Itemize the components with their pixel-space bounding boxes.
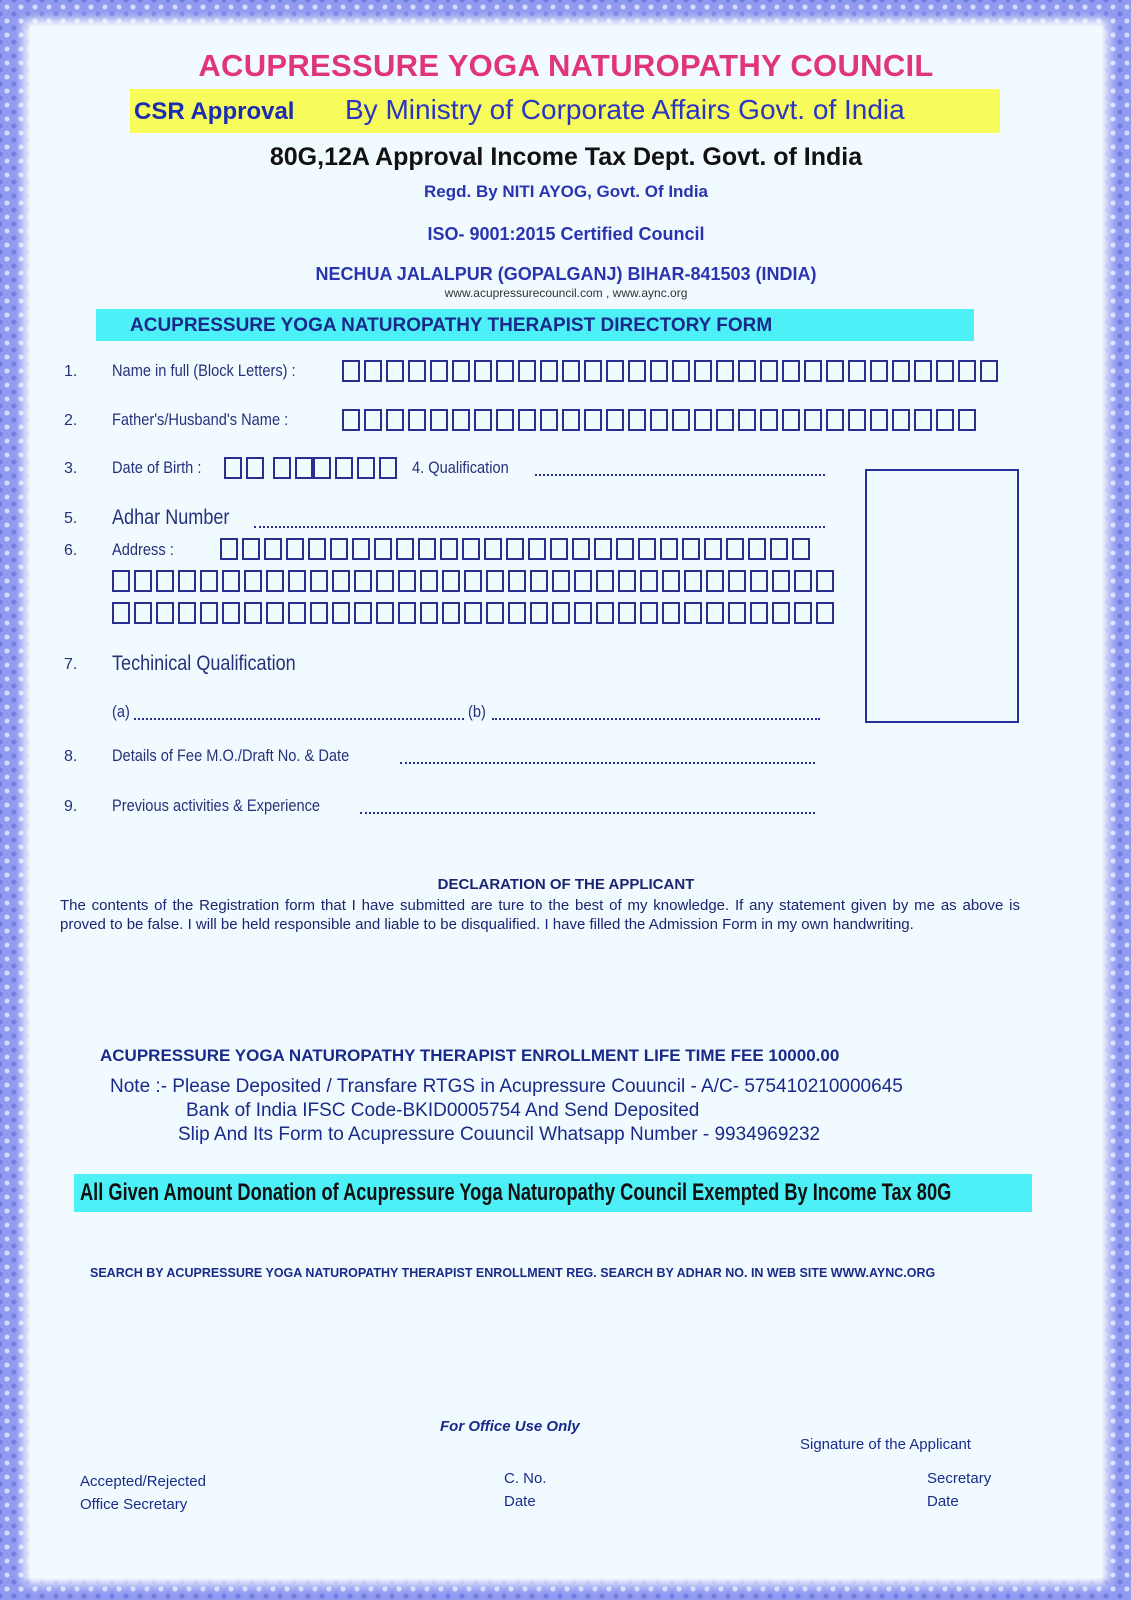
char-box[interactable] (354, 602, 372, 624)
char-box[interactable] (357, 457, 375, 479)
char-box[interactable] (379, 457, 397, 479)
char-box[interactable] (374, 538, 392, 560)
char-box[interactable] (728, 570, 746, 592)
char-box[interactable] (376, 602, 394, 624)
dob-day-boxes[interactable] (224, 457, 268, 479)
char-box[interactable] (550, 538, 568, 560)
char-box[interactable] (486, 602, 504, 624)
char-box[interactable] (782, 360, 800, 382)
char-box[interactable] (330, 538, 348, 560)
char-box[interactable] (618, 602, 636, 624)
char-box[interactable] (980, 360, 998, 382)
char-box[interactable] (616, 538, 634, 560)
char-box[interactable] (628, 409, 646, 431)
char-box[interactable] (398, 602, 416, 624)
experience-label: Previous activities & Experience (112, 796, 321, 815)
char-box[interactable] (574, 602, 592, 624)
char-box[interactable] (694, 360, 712, 382)
char-box[interactable] (816, 602, 834, 624)
char-box[interactable] (958, 360, 976, 382)
char-box[interactable] (200, 602, 218, 624)
tech-b-field[interactable] (492, 718, 820, 720)
char-box[interactable] (506, 538, 524, 560)
char-box[interactable] (418, 538, 436, 560)
char-box[interactable] (726, 538, 744, 560)
char-box[interactable] (342, 409, 360, 431)
item-number: 8. (64, 748, 78, 765)
char-box[interactable] (596, 602, 614, 624)
photo-box[interactable] (865, 469, 1019, 723)
char-box[interactable] (484, 538, 502, 560)
name-boxes[interactable] (342, 360, 1002, 382)
char-box[interactable] (760, 360, 778, 382)
char-box[interactable] (518, 360, 536, 382)
item-number: 6. (64, 542, 78, 559)
char-box[interactable] (794, 602, 812, 624)
char-box[interactable] (914, 360, 932, 382)
char-box[interactable] (244, 570, 262, 592)
char-box[interactable] (584, 409, 602, 431)
char-box[interactable] (662, 602, 680, 624)
char-box[interactable] (694, 409, 712, 431)
item-number: 7. (64, 656, 78, 673)
char-box[interactable] (738, 360, 756, 382)
char-box[interactable] (640, 570, 658, 592)
char-box[interactable] (442, 570, 460, 592)
char-box[interactable] (848, 360, 866, 382)
char-box[interactable] (332, 602, 350, 624)
council-address: NECHUA JALALPUR (GOPALGANJ) BIHAR-841503 (INDIA) (315, 264, 817, 284)
char-box[interactable] (408, 409, 426, 431)
char-box[interactable] (420, 570, 438, 592)
char-box[interactable] (178, 602, 196, 624)
iso-cert: ISO- 9001:2015 Certified Council (427, 224, 705, 244)
char-box[interactable] (672, 360, 690, 382)
char-box[interactable] (706, 602, 724, 624)
char-box[interactable] (496, 409, 514, 431)
char-box[interactable] (826, 409, 844, 431)
char-box[interactable] (462, 538, 480, 560)
char-box[interactable] (474, 409, 492, 431)
char-box[interactable] (440, 538, 458, 560)
fee-label: Details of Fee M.O./Draft No. & Date (112, 746, 350, 765)
char-box[interactable] (288, 570, 306, 592)
tech-a-field[interactable] (134, 718, 464, 720)
fee-note-2: Bank of India IFSC Code-BKID0005754 And Send Deposited (186, 1100, 700, 1121)
char-box[interactable] (396, 538, 414, 560)
experience-field[interactable] (360, 812, 815, 814)
csr-ministry: By Ministry of Corporate Affairs Govt. of India (345, 94, 905, 125)
char-box[interactable] (364, 409, 382, 431)
item-number: 9. (64, 798, 78, 815)
office-secretary: Office Secretary (80, 1496, 188, 1513)
char-box[interactable] (222, 570, 240, 592)
approval-80g: 80G,12A Approval Income Tax Dept. Govt. of India (269, 143, 863, 171)
address-boxes-2[interactable] (112, 570, 838, 592)
char-box[interactable] (342, 360, 360, 382)
char-box[interactable] (442, 602, 460, 624)
dob-label: Date of Birth : (112, 458, 202, 477)
char-box[interactable] (430, 360, 448, 382)
char-box[interactable] (335, 457, 353, 479)
council-title: ACUPRESSURE YOGA NATUROPATHY COUNCIL (198, 48, 934, 83)
tech-b-label: (b) (468, 702, 486, 721)
item-number: 3. (64, 460, 78, 477)
char-box[interactable] (870, 409, 888, 431)
office-use-label: For Office Use Only (440, 1418, 580, 1435)
signature-label: Signature of the Applicant (800, 1436, 971, 1453)
qualification-label: 4. Qualification (412, 458, 509, 477)
father-boxes[interactable] (342, 409, 980, 431)
char-box[interactable] (772, 570, 790, 592)
qualification-field[interactable] (535, 474, 825, 476)
char-box[interactable] (816, 570, 834, 592)
char-box[interactable] (848, 409, 866, 431)
char-box[interactable] (244, 602, 262, 624)
char-box[interactable] (892, 409, 910, 431)
dob-year-boxes[interactable] (313, 457, 401, 479)
char-box[interactable] (352, 538, 370, 560)
char-box[interactable] (594, 538, 612, 560)
fee-field[interactable] (400, 762, 815, 764)
char-box[interactable] (748, 538, 766, 560)
char-box[interactable] (386, 409, 404, 431)
char-box[interactable] (826, 360, 844, 382)
char-box[interactable] (606, 360, 624, 382)
char-box[interactable] (650, 360, 668, 382)
char-box[interactable] (134, 602, 152, 624)
search-note: SEARCH BY ACUPRESSURE YOGA NATUROPATHY THERAPIST ENROLLMENT REG. SEARCH BY ADHAR NO. IN WEB SITE WWW.AYNC.ORG (90, 1266, 936, 1280)
char-box[interactable] (508, 570, 526, 592)
char-box[interactable] (728, 602, 746, 624)
char-box[interactable] (266, 570, 284, 592)
char-box[interactable] (313, 457, 331, 479)
char-box[interactable] (134, 570, 152, 592)
char-box[interactable] (398, 570, 416, 592)
address-boxes-1[interactable] (220, 538, 814, 560)
char-box[interactable] (222, 602, 240, 624)
char-box[interactable] (704, 538, 722, 560)
donation-text: All Given Amount Donation of Acupressure Yoga Naturopathy Council Exempted By Income Tax 80G (80, 1179, 952, 1206)
fee-note-3: Slip And Its Form to Acupressure Couuncil Whatsapp Number - 9934969232 (178, 1124, 821, 1145)
char-box[interactable] (606, 409, 624, 431)
csr-approval: CSR Approval (134, 98, 295, 125)
char-box[interactable] (508, 602, 526, 624)
char-box[interactable] (628, 360, 646, 382)
date-right: Date (927, 1493, 959, 1510)
char-box[interactable] (804, 360, 822, 382)
char-box[interactable] (200, 570, 218, 592)
item-number: 1. (64, 363, 78, 380)
char-box[interactable] (892, 360, 910, 382)
char-box[interactable] (760, 409, 778, 431)
char-box[interactable] (452, 360, 470, 382)
char-box[interactable] (156, 570, 174, 592)
date-mid: Date (504, 1493, 536, 1510)
char-box[interactable] (584, 360, 602, 382)
char-box[interactable] (672, 409, 690, 431)
char-box[interactable] (264, 538, 282, 560)
name-label: Name in full (Block Letters) : (112, 361, 296, 380)
char-box[interactable] (936, 360, 954, 382)
form-title: ACUPRESSURE YOGA NATUROPATHY THERAPIST DIRECTORY FORM (130, 315, 773, 336)
char-box[interactable] (518, 409, 536, 431)
char-box[interactable] (772, 602, 790, 624)
form-page (30, 26, 1102, 1578)
char-box[interactable] (618, 570, 636, 592)
char-box[interactable] (596, 570, 614, 592)
char-box[interactable] (286, 538, 304, 560)
char-box[interactable] (770, 538, 788, 560)
regd-niti: Regd. By NITI AYOG, Govt. Of India (424, 182, 708, 201)
char-box[interactable] (660, 538, 678, 560)
char-box[interactable] (750, 570, 768, 592)
dob-month-boxes[interactable] (273, 457, 317, 479)
char-box[interactable] (464, 570, 482, 592)
declaration-text: The contents of the Registration form that I have submitted are ture to the best of my knowledge. If any statement given by me as above is proved to be false. I will be held responsible and liable to be disqualified. I have filled the Admission Form in my own handwriting. (60, 897, 1020, 933)
char-box[interactable] (552, 602, 570, 624)
char-box[interactable] (540, 360, 558, 382)
char-box[interactable] (638, 538, 656, 560)
father-label: Father's/Husband's Name : (112, 410, 289, 429)
item-number: 2. (64, 412, 78, 429)
address-label: Address : (112, 540, 174, 559)
char-box[interactable] (452, 409, 470, 431)
char-box[interactable] (224, 457, 242, 479)
declaration-heading: DECLARATION OF THE APPLICANT (437, 876, 695, 893)
char-box[interactable] (308, 538, 326, 560)
char-box[interactable] (420, 602, 438, 624)
char-box[interactable] (364, 360, 382, 382)
char-box[interactable] (112, 570, 130, 592)
char-box[interactable] (474, 360, 492, 382)
char-box[interactable] (310, 570, 328, 592)
char-box[interactable] (552, 570, 570, 592)
technical-label: Techinical Qualification (112, 652, 296, 675)
char-box[interactable] (662, 570, 680, 592)
char-box[interactable] (640, 602, 658, 624)
char-box[interactable] (936, 409, 954, 431)
char-box[interactable] (310, 602, 328, 624)
char-box[interactable] (574, 570, 592, 592)
fee-note-1: Note :- Please Deposited / Transfare RTGS in Acupressure Couuncil - A/C- 575410210000645 (110, 1076, 903, 1097)
char-box[interactable] (794, 570, 812, 592)
adhar-field[interactable] (254, 526, 825, 528)
char-box[interactable] (716, 360, 734, 382)
char-box[interactable] (242, 538, 260, 560)
char-box[interactable] (750, 602, 768, 624)
char-box[interactable] (562, 409, 580, 431)
char-box[interactable] (684, 602, 702, 624)
websites: www.acupressurecouncil.com , www.aync.org (444, 286, 688, 300)
char-box[interactable] (572, 538, 590, 560)
char-box[interactable] (273, 457, 291, 479)
char-box[interactable] (562, 360, 580, 382)
char-box[interactable] (782, 409, 800, 431)
char-box[interactable] (295, 457, 313, 479)
char-box[interactable] (804, 409, 822, 431)
char-box[interactable] (464, 602, 482, 624)
char-box[interactable] (246, 457, 264, 479)
char-box[interactable] (540, 409, 558, 431)
c-no: C. No. (504, 1470, 547, 1487)
address-boxes-3[interactable] (112, 602, 838, 624)
enrollment-fee: ACUPRESSURE YOGA NATUROPATHY THERAPIST ENROLLMENT LIFE TIME FEE 10000.00 (100, 1046, 840, 1065)
char-box[interactable] (156, 602, 174, 624)
char-box[interactable] (684, 570, 702, 592)
accepted-rejected: Accepted/Rejected (80, 1473, 206, 1490)
tech-a-label: (a) (112, 702, 130, 721)
char-box[interactable] (650, 409, 668, 431)
char-box[interactable] (376, 570, 394, 592)
char-box[interactable] (178, 570, 196, 592)
char-box[interactable] (528, 538, 546, 560)
secretary: Secretary (927, 1470, 992, 1487)
char-box[interactable] (870, 360, 888, 382)
char-box[interactable] (706, 570, 724, 592)
char-box[interactable] (430, 409, 448, 431)
char-box[interactable] (738, 409, 756, 431)
char-box[interactable] (408, 360, 426, 382)
char-box[interactable] (530, 602, 548, 624)
char-box[interactable] (288, 602, 306, 624)
char-box[interactable] (914, 409, 932, 431)
char-box[interactable] (354, 570, 372, 592)
char-box[interactable] (112, 602, 130, 624)
char-box[interactable] (496, 360, 514, 382)
char-box[interactable] (220, 538, 238, 560)
char-box[interactable] (716, 409, 734, 431)
adhar-label: Adhar Number (112, 506, 230, 529)
char-box[interactable] (332, 570, 350, 592)
char-box[interactable] (266, 602, 284, 624)
char-box[interactable] (682, 538, 700, 560)
char-box[interactable] (958, 409, 976, 431)
char-box[interactable] (486, 570, 504, 592)
item-number: 5. (64, 510, 78, 527)
char-box[interactable] (530, 570, 548, 592)
char-box[interactable] (792, 538, 810, 560)
char-box[interactable] (386, 360, 404, 382)
